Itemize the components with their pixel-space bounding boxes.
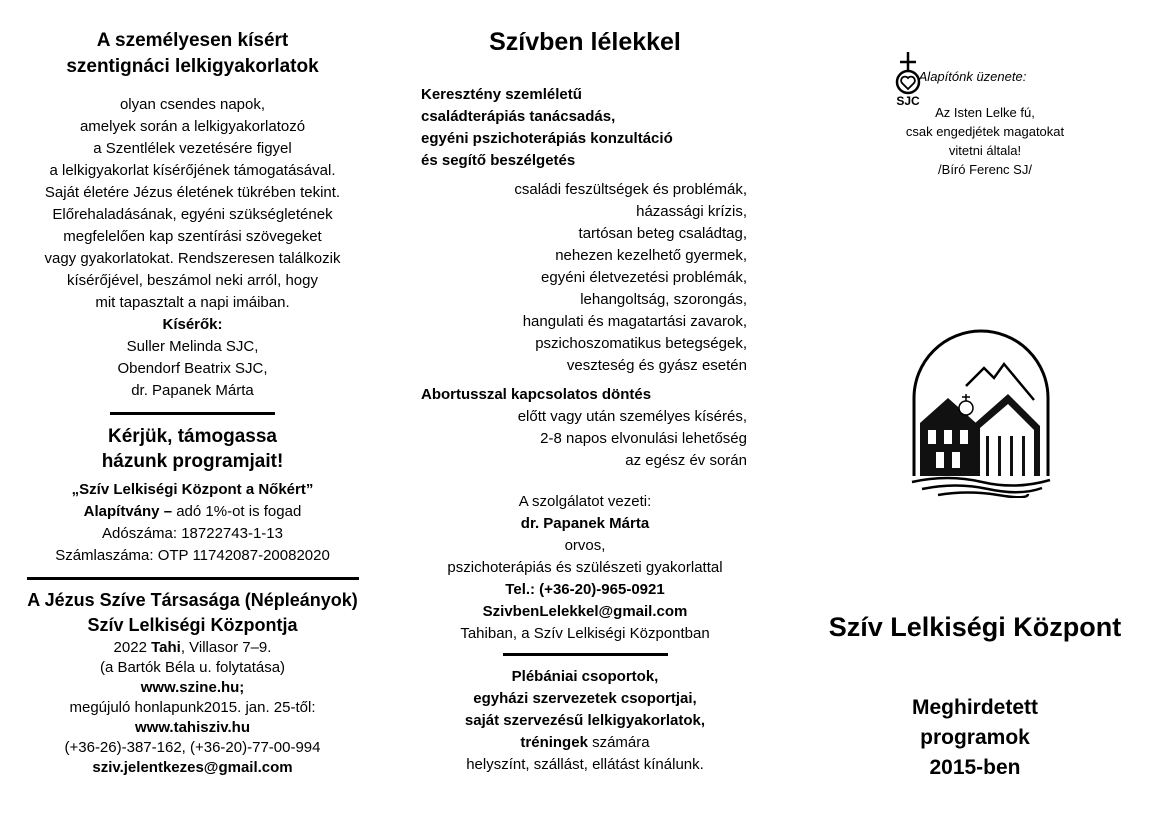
org-heading: A Jézus Szíve Társasága (Népleányok) Szív Lelkiségi Központja <box>27 590 358 635</box>
abortion-heading: Abortusszal kapcsolatos döntés <box>421 386 652 403</box>
programs-title: Meghirdetett programok 2015-ben <box>912 696 1038 779</box>
service-heading: Keresztény szemléletű családterápiás tanácsadás, egyéni pszichoterápiás konzultáció és segítő beszélgetés <box>421 86 673 169</box>
companions-list: Suller Melinda SJC, Obendorf Beatrix SJC, dr. Papanek Márta <box>117 338 268 399</box>
retreat-heading: A személyesen kísért szentignáci lelkigyakorlatok <box>66 30 319 77</box>
founder-motto: Az Isten Lelke fú, csak engedjétek magatokat vitetni általa! /Bíró Ferenc SJ/ <box>905 105 1065 177</box>
abortion-details: előtt vagy után személyes kísérés, 2-8 napos elvonulási lehetőség az egész év során <box>517 408 747 469</box>
left-column <box>20 0 365 778</box>
phone-numbers: (+36-26)-387-162, (+36-20)-77-00-994 <box>64 739 321 756</box>
middle-column <box>405 0 765 776</box>
groups-offer: Plébániai csoportok, egyházi szervezetek csoportjai, saját szervezésű lelkigyakorlatok, tréningek számára helyszínt, szállást, ellátást kínálunk. <box>464 668 706 773</box>
contact-info: 2022 Tahi, Villasor 7–9. (a Bartók Béla u. folytatása) www.szine.hu; megújuló honlapunk2015. jan. 25-től: www.tahisziv.hu (+36-26)-387-162, (+36-20)-77-00-994 sziv.jelentkezes@gmail.com <box>20 638 365 778</box>
retreat-description: olyan csendes napok, amelyek során a lelkigyakorlatozó a Szentlélek vezetésére figyel a lelkigyakorlat kísérőjének támogatásával. Saját életére Jézus életének tükrében tekint. Előrehaladásának, egyéni szükségletének megfelelően kap szentírási szövegeket vagy gyakorlatokat. Rendszeresen találkozik kísérőjével, beszámol neki arról, hogy mit tapasztalt a napi imáiban. <box>44 96 341 311</box>
support-heading: Kérjük, támogassa házunk programjait! <box>101 426 284 472</box>
issues-list: családi feszültségek és problémák, házassági krízis, tartósan beteg családtag, nehezen kezelhető gyermek, egyéni életvezetési problémák, lehangoltság, szorongás, hangulati és magatartási zavarok, pszichoszomatikus betegségek, veszteség és gyász esetén <box>514 181 747 374</box>
center-emblem <box>908 328 1054 498</box>
foundation-info: „Szív Lelkiségi Központ a Nőkért” Alapítvány – adó 1%-ot is fogad Adószáma: 18722743-1-13 Számlaszáma: OTP 11742087-20082020 <box>20 479 365 567</box>
tax-id: Adószáma: 18722743-1-13 <box>102 525 283 542</box>
email-link[interactable]: sziv.jelentkezes@gmail.com <box>92 759 293 776</box>
section-title: Szívben lélekkel <box>489 28 681 56</box>
address: 2022 Tahi, Villasor 7–9. <box>113 639 272 656</box>
website-link[interactable]: www.tahisziv.hu <box>134 719 250 736</box>
companions-label: Kísérők: <box>162 316 223 333</box>
center-name: Szív Lelkiségi Központ <box>828 612 1122 642</box>
phone-number: Tel.: (+36-20)-965-0921 <box>505 581 665 598</box>
service-leader: A szolgálatot vezeti: dr. Papanek Márta orvos, pszichoterápiás és szülészeti gyakorlattal Tel.: (+36-20)-965-0921 SzivbenLelekkel@gmail.com Tahiban, a Szív Lelkiségi Központban <box>405 491 765 645</box>
bank-account: Számlaszáma: OTP 11742087-20082020 <box>55 547 330 564</box>
website-link[interactable]: www.szine.hu; <box>140 679 245 696</box>
email-link[interactable]: SzivbenLelekkel@gmail.com <box>482 603 688 620</box>
sjc-label: SJC <box>896 94 920 108</box>
building-emblem-icon <box>908 328 1054 498</box>
motto-label: Alapítónk üzenete: <box>918 69 1027 84</box>
